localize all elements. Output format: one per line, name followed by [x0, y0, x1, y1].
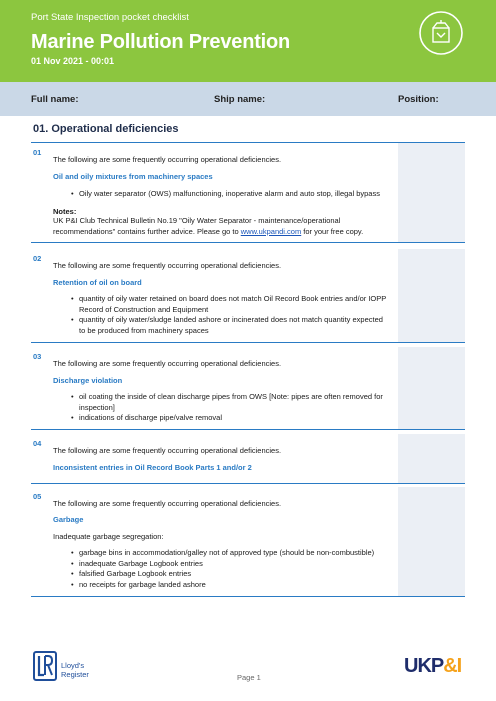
list-item: • no receipts for garbage landed ashore	[71, 580, 391, 591]
full-name-label: Full name:	[31, 94, 79, 105]
ukpi-logo-amp: &I	[443, 655, 462, 677]
ukpi-logo-text: UKP	[404, 655, 444, 677]
ship-name-label: Ship name:	[214, 94, 266, 105]
item-intro: The following are some frequently occurring operational deficiencies.	[53, 261, 282, 270]
ukpandi-link[interactable]: www.ukpandi.com	[240, 226, 302, 236]
page-title: Marine Pollution Prevention	[31, 31, 291, 53]
header-date: 01 Nov 2021 - 00:01	[31, 56, 115, 66]
item-number: 02	[33, 254, 42, 263]
list-item: • falsified Garbage Logbook entries	[71, 569, 391, 580]
list-item: • quantity of oily water/sludge landed ashore or incinerated does not match quantity expected to be produced from machinery spaces	[71, 315, 391, 336]
lr-line-2: Register	[61, 670, 89, 679]
item-subheading: Retention of oil on board	[53, 278, 142, 287]
item-subheading: Oil and oily mixtures from machinery spaces	[53, 172, 213, 181]
item-number: 05	[33, 492, 42, 501]
item-number: 04	[33, 439, 42, 448]
item-intro: The following are some frequently occurring operational deficiencies.	[53, 155, 282, 164]
item-subheading: Discharge violation	[53, 376, 123, 385]
item-bullets	[71, 189, 391, 200]
oil-container-icon	[418, 10, 464, 56]
ukpi-logo	[404, 655, 461, 678]
section-title: 01. Operational deficiencies	[33, 123, 179, 135]
position-label: Position:	[398, 94, 439, 105]
answer-column[interactable]	[398, 434, 465, 483]
checklist-item	[31, 143, 465, 243]
header-kicker: Port State Inspection pocket checklist	[31, 12, 189, 23]
list-item: • indications of discharge pipe/valve removal	[71, 413, 391, 424]
notes-label: Notes:	[53, 207, 77, 216]
page-header	[0, 0, 496, 82]
checklist-item	[31, 249, 465, 343]
list-item: • Oily water separator (OWS) malfunctioning, inoperative alarm and auto stop, illegal bypass	[71, 189, 391, 200]
item-intro: The following are some frequently occurring operational deficiencies.	[53, 359, 282, 368]
item-subheading: Inconsistent entries in Oil Record Book Parts 1 and/or 2	[53, 463, 252, 472]
notes-text: UK P&I Club Technical Bulletin No.19 "Oily Water Separator - maintenance/operational recommendations" contains further advice. Please go to www.ukpandi.com for your free copy.	[53, 216, 364, 236]
list-item: • inadequate Garbage Logbook entries	[71, 559, 391, 570]
checklist-item	[31, 347, 465, 430]
list-item: • oil coating the inside of clean discharge pipes from OWS [Note: pipes are often removed for inspection]	[71, 392, 391, 413]
list-item: • garbage bins in accommodation/galley not of approved type (should be non-combustible)	[71, 548, 391, 559]
lloyds-register-logo	[33, 651, 93, 683]
item-number: 01	[33, 148, 42, 157]
checklist-item	[31, 434, 465, 484]
list-item: • quantity of oily water retained on board does not match Oil Record Book entries and/or IOPP Record of Construction and Equipment	[71, 294, 391, 315]
checklist-item	[31, 487, 465, 597]
item-text: Inadequate garbage segregation:	[53, 532, 164, 541]
page-number: Page 1	[237, 673, 261, 682]
lr-line-1: Lloyd's	[61, 661, 85, 670]
item-bullets	[71, 548, 391, 590]
item-intro: The following are some frequently occurring operational deficiencies.	[53, 499, 282, 508]
item-subheading: Garbage	[53, 515, 84, 524]
info-bar	[0, 82, 496, 116]
answer-column[interactable]	[398, 143, 465, 242]
item-number: 03	[33, 352, 42, 361]
item-bullets	[71, 294, 391, 336]
lloyds-register-icon	[33, 651, 57, 681]
item-intro: The following are some frequently occurring operational deficiencies.	[53, 446, 282, 455]
item-bullets	[71, 392, 391, 424]
answer-column[interactable]	[398, 487, 465, 596]
answer-column[interactable]	[398, 249, 465, 342]
answer-column[interactable]	[398, 347, 465, 429]
